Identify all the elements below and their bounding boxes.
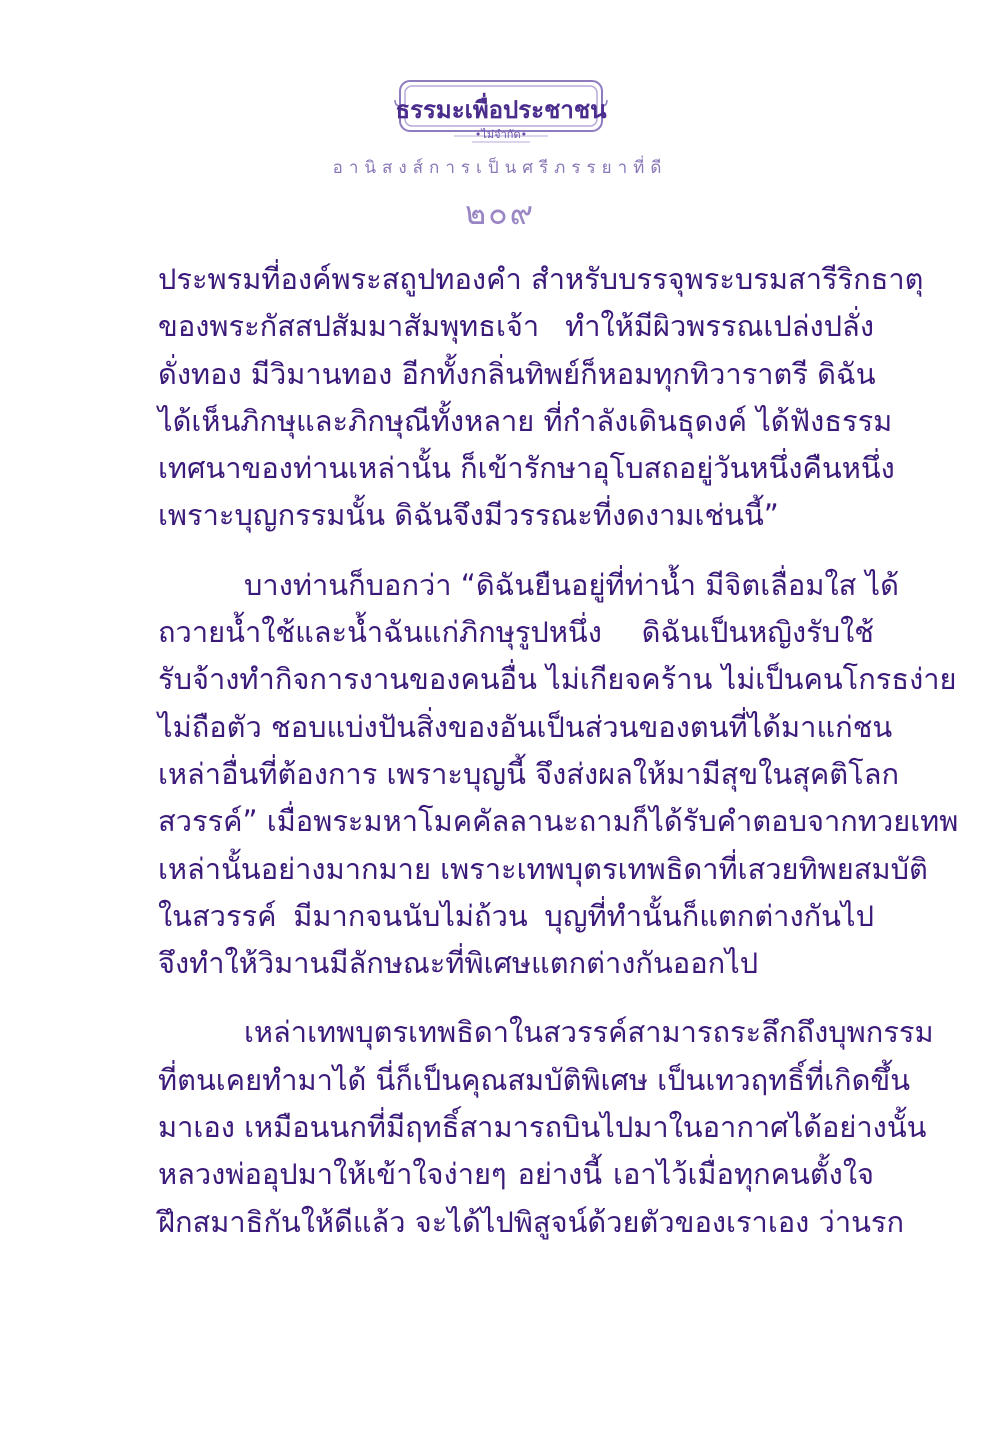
- text-line: เพราะบุญกรรมนั้น ดิฉันจึงมีวรรณะที่งดงามเช่นนี้”: [158, 498, 779, 533]
- text-line: เทศนาของท่านเหล่านั้น ก็เข้ารักษาอุโบสถอยู่วันหนึ่งคืนหนึ่ง: [158, 451, 895, 486]
- text-line: บางท่านก็บอกว่า “ดิฉันยืนอยู่ที่ท่าน้ำ มีจิตเลื่อมใส ได้: [244, 567, 899, 602]
- text-line: ของพระกัสสปสัมมาสัมพุทธเจ้า ทำให้มีผิวพรรณเปล่งปลั่ง: [158, 309, 874, 344]
- logo-title: ธรรมะเพื่อประชาชน: [395, 96, 607, 124]
- text-line: ฝึกสมาธิกันให้ดีแล้ว จะได้ไปพิสูจน์ด้วยตัวของเราเอง ว่านรก: [158, 1204, 905, 1239]
- text-line: ไม่ถือตัว ชอบแบ่งปันสิ่งของอันเป็นส่วนของตนที่ได้มาแก่ชน: [158, 709, 893, 744]
- running-title: อานิสงส์การเป็นศรีภรรยาที่ดี: [332, 158, 668, 178]
- text-line: จึงทำให้วิมานมีลักษณะที่พิเศษแตกต่างกันออกไป: [158, 946, 759, 981]
- paragraph: [158, 1009, 934, 1245]
- logo-subtitle: •ไม่จํากัด•: [474, 128, 528, 141]
- text-line: มาเอง เหมือนนกที่มีฤทธิ์สามารถบินไปมาในอากาศได้อย่างนั้น: [158, 1110, 927, 1145]
- text-line: ดั่งทอง มีวิมานทอง อีกทั้งกลิ่นทิพย์ก็หอมทุกทิวาราตรี ดิฉัน: [158, 356, 876, 391]
- text-line: ที่ตนเคยทำมาได้ นี่ก็เป็นคุณสมบัติพิเศษ เป็นเทวฤทธิ์ที่เกิดขึ้น: [158, 1062, 911, 1097]
- text-line: ประพรมที่องค์พระสถูปทองคำ สำหรับบรรจุพระบรมสารีริกธาตุ: [158, 262, 924, 296]
- paragraph: [158, 256, 924, 540]
- text-line: เหล่าเทพบุตรเทพธิดาในสวรรค์สามารถระลึกถึงบุพกรรม: [244, 1015, 934, 1050]
- body-text: [158, 256, 959, 1268]
- text-line: ได้เห็นภิกษุและภิกษุณีทั้งหลาย ที่กำลังเดินธุดงค์ ได้ฟังธรรม: [158, 403, 893, 438]
- text-line: ในสวรรค์ มีมากจนนับไม่ถ้วน บุญที่ทำนั้นก็แตกต่างกันไป: [158, 898, 874, 933]
- text-line: รับจ้างทำกิจการงานของคนอื่น ไม่เกียจคร้าน ไม่เป็นคนโกรธง่าย: [158, 662, 957, 697]
- text-line: ถวายน้ำใช้และน้ำฉันแก่ภิกษุรูปหนึ่ง ดิฉันเป็นหญิงรับใช้: [158, 615, 874, 650]
- text-line: สวรรค์” เมื่อพระมหาโมคคัลลานะถามก็ได้รับคำตอบจากทวยเทพ: [158, 804, 959, 839]
- text-line: เหล่าอื่นที่ต้องการ เพราะบุญนี้ จึงส่งผลให้มามีสุขในสุคติโลก: [158, 756, 900, 791]
- paragraph: [158, 562, 959, 988]
- text-line: หลวงพ่ออุปมาให้เข้าใจง่ายๆ อย่างนี้ เอาไว้เมื่อทุกคนตั้งใจ: [158, 1157, 874, 1192]
- publication-logo: [394, 78, 608, 148]
- page-number: ๒๐๙: [464, 194, 536, 232]
- text-line: เหล่านั้นอย่างมากมาย เพราะเทพบุตรเทพธิดาที่เสวยทิพยสมบัติ: [158, 851, 928, 886]
